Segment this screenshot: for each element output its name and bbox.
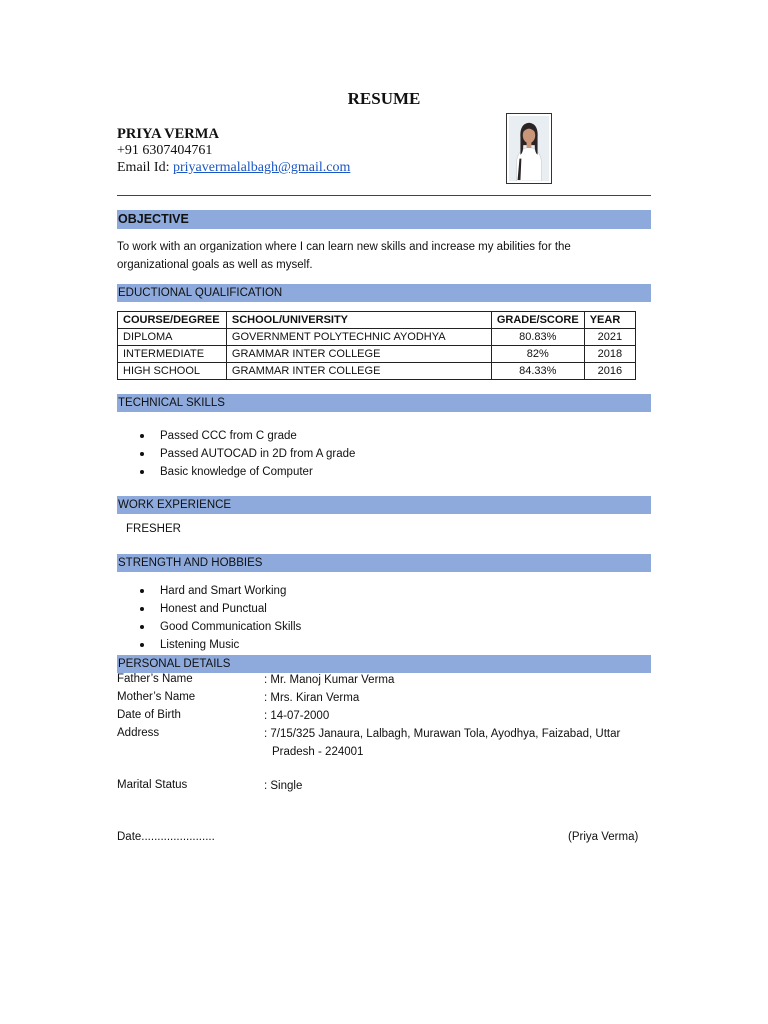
section-technical-skills-heading: TECHNICAL SKILLS [117,394,651,412]
col-header-school: SCHOOL/UNIVERSITY [226,312,491,329]
date-line: Date....................... [117,831,215,843]
col-header-course: COURSE/DEGREE [118,312,227,329]
table-row [118,329,636,346]
profile-photo-image [509,116,549,181]
list-item: Basic knowledge of Computer [140,463,355,481]
email-label: Email Id: [117,160,170,175]
mothers-name-label: Mother’s Name [117,691,196,703]
dob-value: : 14-07-2000 [264,710,330,722]
address-label: Address [117,727,160,739]
cell-year: 2018 [584,346,635,363]
cell-course: HIGH SCHOOL [118,363,227,380]
dob-label: Date of Birth [117,709,181,721]
marital-status-label: Marital Status [117,779,188,791]
phone-number: +91 6307404761 [117,143,213,158]
fathers-name-value: : Mr. Manoj Kumar Verma [264,674,395,686]
cell-school: GRAMMAR INTER COLLEGE [226,346,491,363]
fathers-name-label: Father’s Name [117,673,193,685]
list-item: Honest and Punctual [140,600,301,618]
technical-skills-list [140,427,355,481]
address-line-1: : 7/15/325 Janaura, Lalbagh, Murawan Tola, Ayodhya, Faizabad, Uttar [264,728,621,740]
list-item: Passed CCC from C grade [140,427,355,445]
cell-grade: 84.33% [491,363,584,380]
table-row [118,346,636,363]
work-experience-text: FRESHER [126,523,181,535]
objective-text: To work with an organization where I can learn new skills and increase my abilities for the organizational goals as well as myself. [117,241,571,271]
section-work-experience-heading: WORK EXPERIENCE [117,496,651,514]
email-row [117,160,350,176]
cell-course: DIPLOMA [118,329,227,346]
section-strengths-heading: STRENGTH AND HOBBIES [117,554,651,572]
list-item: Passed AUTOCAD in 2D from A grade [140,445,355,463]
candidate-name: PRIYA VERMA [117,126,219,142]
address-line-2: Pradesh - 224001 [272,746,364,758]
page-title: RESUME [347,89,421,108]
section-education-heading: EDUCTIONAL QUALIFICATION [117,284,651,302]
signature: (Priya Verma) [568,831,639,843]
table-row [118,363,636,380]
list-item: Listening Music [140,636,301,654]
cell-course: INTERMEDIATE [118,346,227,363]
header-divider [117,195,651,196]
list-item: Good Communication Skills [140,618,301,636]
email-link[interactable]: priyavermalalbagh@gmail.com [173,160,351,175]
mothers-name-value: : Mrs. Kiran Verma [264,692,360,704]
col-header-year: YEAR [584,312,635,329]
cell-grade: 80.83% [491,329,584,346]
marital-status-value: : Single [264,780,303,792]
cell-year: 2016 [584,363,635,380]
cell-school: GOVERNMENT POLYTECHNIC AYODHYA [226,329,491,346]
education-table [117,311,636,380]
col-header-grade: GRADE/SCORE [491,312,584,329]
list-item: Hard and Smart Working [140,582,301,600]
cell-grade: 82% [491,346,584,363]
profile-photo [506,113,552,184]
section-objective-heading: OBJECTIVE [117,210,651,229]
strengths-list [140,582,301,654]
cell-year: 2021 [584,329,635,346]
cell-school: GRAMMAR INTER COLLEGE [226,363,491,380]
section-personal-details-heading: PERSONAL DETAILS [117,655,651,673]
address-value [264,725,644,761]
education-header-row [118,312,636,329]
